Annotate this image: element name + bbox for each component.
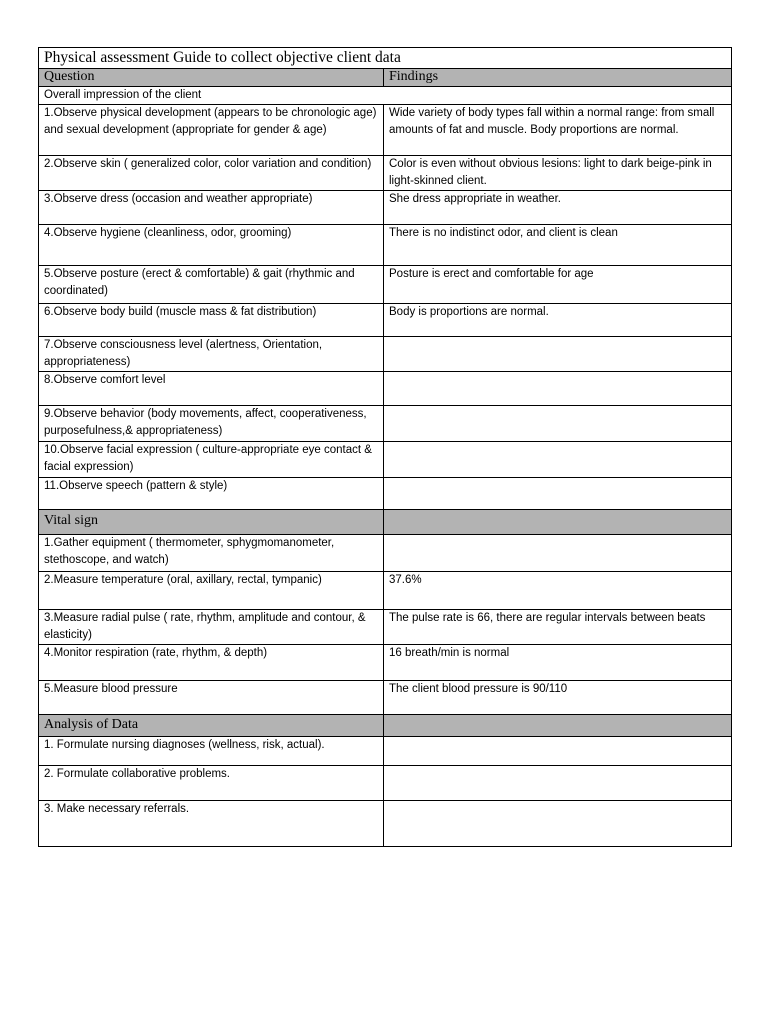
findings-header: Findings bbox=[384, 69, 732, 87]
findings-cell bbox=[384, 442, 732, 478]
table-row bbox=[39, 766, 732, 801]
table-row bbox=[39, 572, 732, 610]
header-row bbox=[39, 69, 732, 87]
question-cell: 2. Formulate collaborative problems. bbox=[39, 766, 384, 801]
findings-cell: She dress appropriate in weather. bbox=[384, 191, 732, 225]
section-row-overall bbox=[39, 87, 732, 105]
question-cell: 5.Observe posture (erect & comfortable) & gait (rhythmic and coordinated) bbox=[39, 266, 384, 304]
findings-cell: 37.6% bbox=[384, 572, 732, 610]
table-row bbox=[39, 535, 732, 572]
table-row bbox=[39, 337, 732, 372]
findings-cell bbox=[384, 372, 732, 406]
findings-cell bbox=[384, 337, 732, 372]
table-row bbox=[39, 406, 732, 442]
table-row bbox=[39, 801, 732, 847]
question-cell: 2.Measure temperature (oral, axillary, rectal, tympanic) bbox=[39, 572, 384, 610]
question-cell: 1.Gather equipment ( thermometer, sphygmomanometer, stethoscope, and watch) bbox=[39, 535, 384, 572]
question-cell: 3. Make necessary referrals. bbox=[39, 801, 384, 847]
findings-cell: Wide variety of body types fall within a normal range: from small amounts of fat and muscle. Body proportions are normal. bbox=[384, 105, 732, 156]
question-cell: 5.Measure blood pressure bbox=[39, 681, 384, 715]
table-row bbox=[39, 191, 732, 225]
section-row-vital bbox=[39, 510, 732, 535]
question-cell: 10.Observe facial expression ( culture-appropriate eye contact & facial expression) bbox=[39, 442, 384, 478]
section-blank-cell bbox=[384, 715, 732, 737]
findings-cell: Color is even without obvious lesions: light to dark beige-pink in light-skinned client. bbox=[384, 156, 732, 191]
question-cell: 4.Observe hygiene (cleanliness, odor, grooming) bbox=[39, 225, 384, 266]
question-cell: 3.Measure radial pulse ( rate, rhythm, amplitude and contour, & elasticity) bbox=[39, 610, 384, 645]
title-row bbox=[39, 48, 732, 69]
findings-cell: There is no indistinct odor, and client is clean bbox=[384, 225, 732, 266]
section-label-analysis: Analysis of Data bbox=[39, 715, 384, 737]
question-cell: 7.Observe consciousness level (alertness, Orientation, appropriateness) bbox=[39, 337, 384, 372]
question-cell: 3.Observe dress (occasion and weather appropriate) bbox=[39, 191, 384, 225]
findings-cell: Posture is erect and comfortable for age bbox=[384, 266, 732, 304]
table-row bbox=[39, 478, 732, 510]
findings-cell: 16 breath/min is normal bbox=[384, 645, 732, 681]
findings-cell bbox=[384, 737, 732, 766]
question-cell: 9.Observe behavior (body movements, affect, cooperativeness, purposefulness,& appropriateness) bbox=[39, 406, 384, 442]
findings-cell: The pulse rate is 66, there are regular intervals between beats bbox=[384, 610, 732, 645]
question-cell: 1.Observe physical development (appears to be chronologic age) and sexual development (appropriate for gender & age) bbox=[39, 105, 384, 156]
question-cell: 1. Formulate nursing diagnoses (wellness, risk, actual). bbox=[39, 737, 384, 766]
findings-cell: The client blood pressure is 90/110 bbox=[384, 681, 732, 715]
findings-cell bbox=[384, 766, 732, 801]
section-label-vital: Vital sign bbox=[39, 510, 384, 535]
section-label-overall: Overall impression of the client bbox=[39, 87, 732, 105]
table-row bbox=[39, 105, 732, 156]
table-row bbox=[39, 645, 732, 681]
table-row bbox=[39, 266, 732, 304]
page-title: Physical assessment Guide to collect objective client data bbox=[39, 48, 732, 69]
table-row bbox=[39, 442, 732, 478]
table-row bbox=[39, 681, 732, 715]
question-cell: 8.Observe comfort level bbox=[39, 372, 384, 406]
table-row bbox=[39, 156, 732, 191]
section-row-analysis bbox=[39, 715, 732, 737]
question-header: Question bbox=[39, 69, 384, 87]
table-row bbox=[39, 610, 732, 645]
question-cell: 4.Monitor respiration (rate, rhythm, & depth) bbox=[39, 645, 384, 681]
table-row bbox=[39, 304, 732, 337]
section-blank-cell bbox=[384, 510, 732, 535]
question-cell: 2.Observe skin ( generalized color, color variation and condition) bbox=[39, 156, 384, 191]
findings-cell bbox=[384, 801, 732, 847]
findings-cell bbox=[384, 535, 732, 572]
question-cell: 11.Observe speech (pattern & style) bbox=[39, 478, 384, 510]
table-row bbox=[39, 372, 732, 406]
findings-cell bbox=[384, 478, 732, 510]
assessment-table bbox=[38, 47, 732, 847]
findings-cell bbox=[384, 406, 732, 442]
question-cell: 6.Observe body build (muscle mass & fat distribution) bbox=[39, 304, 384, 337]
table-row bbox=[39, 225, 732, 266]
table-row bbox=[39, 737, 732, 766]
findings-cell: Body is proportions are normal. bbox=[384, 304, 732, 337]
